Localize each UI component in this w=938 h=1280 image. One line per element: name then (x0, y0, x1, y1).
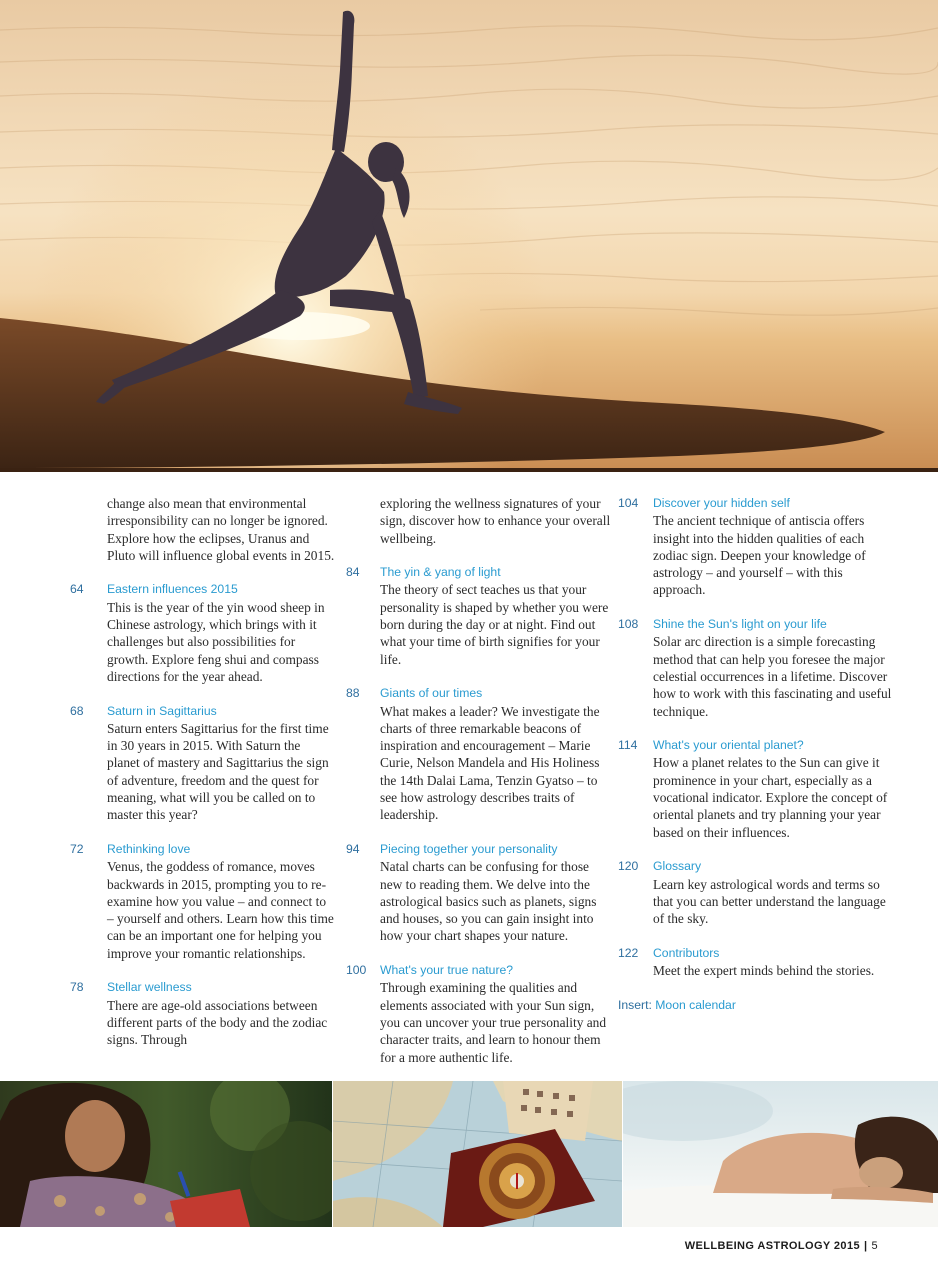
entry-page-number: 68 (70, 703, 84, 718)
entry-title[interactable]: Rethinking love (107, 841, 191, 856)
insert-note[interactable] (618, 997, 898, 1014)
entry-page-number: 88 (346, 686, 360, 701)
entry-description: The ancient technique of antiscia offers insight into the hidden qualities of each zodiac sign. Deepen your knowledge of astrology – and yourself – with this approach. (653, 513, 866, 598)
insert-label: Insert: (618, 997, 652, 1012)
entry-description: The theory of sect teaches us that your personality is shaped by whether you were born during the day or at night. Find out what your time of birth signifies for your life. (380, 582, 609, 667)
entry-description: Meet the expert minds behind the stories. (653, 963, 875, 979)
entry-page-number: 100 (346, 963, 367, 978)
contents-entry[interactable] (618, 858, 898, 927)
entry-description: Through examining the qualities and elements associated with your Sun sign, you can uncover your true personality and character traits, and learn to honour them for a more authentic life. (380, 980, 607, 1065)
photo-compass-map (333, 1081, 622, 1227)
contents-entry[interactable] (618, 737, 898, 841)
page-footer (685, 1240, 878, 1252)
contents-entry[interactable] (618, 495, 898, 599)
contents-entry[interactable] (70, 841, 336, 962)
continued-paragraph: change also mean that environmental irresponsibility can no longer be ignored. Explore how the eclipses, Uranus and Pluto will influence global events in 2015. (107, 496, 335, 563)
contents-entry[interactable] (618, 945, 898, 980)
footer-separator: | (863, 1240, 868, 1252)
entry-description: How a planet relates to the Sun can give it prominence in your chart, especially as a vocational indicator. Explore the concept of oriental planets and try planning your year based on their influences. (653, 755, 888, 840)
entry-description: Solar arc direction is a simple forecasting method that can help you foresee the major celestial occurrences in a lifetime. Discover how to work with this fascinating and useful technique. (653, 634, 892, 719)
contents-entry[interactable] (70, 979, 336, 1048)
entry-page-number: 122 (618, 945, 639, 960)
entry-description: Learn key astrological words and terms so that you can better understand the language of the sky. (653, 876, 886, 927)
entry-description: There are age-old associations between different parts of the body and the zodiac signs. Through (107, 997, 328, 1048)
entry-title[interactable]: Contributors (653, 945, 720, 960)
contents-column-3 (618, 495, 898, 1014)
entry-title[interactable]: Piecing together your personality (380, 841, 558, 856)
contents-entry[interactable] (70, 703, 336, 824)
hero-photo-yoga-beach (0, 0, 938, 472)
entry-description: What makes a leader? We investigate the charts of three remarkable beacons of inspiration and encouragement – Marie Curie, Nelson Mandela and His Holiness the 14th Dalai Lama, Tenzin Gyatso – to see how astrology describes traits of leadership. (380, 703, 600, 823)
entry-description: Saturn enters Sagittarius for the first time in 30 years in 2015. With Saturn the planet of mastery and Sagittarius the sign of adventure, freedom and the quest for meaning, what will you be called on to master this year? (107, 720, 329, 823)
entry-page-number: 84 (346, 565, 360, 580)
entry-title[interactable]: What's your oriental planet? (653, 738, 804, 753)
insert-title[interactable]: Moon calendar (655, 997, 736, 1012)
entry-page-number: 78 (70, 980, 84, 995)
entry-title[interactable]: Eastern influences 2015 (107, 582, 238, 597)
entry-description: Natal charts can be confusing for those new to reading them. We delve into the astrological basics such as planets, signs and houses, so you can gain insight into how your chart shapes your nature. (380, 859, 597, 944)
contents-entry[interactable] (346, 841, 612, 945)
entry-page-number: 104 (618, 496, 639, 510)
entry-title[interactable]: Glossary (653, 859, 702, 874)
entry-title[interactable]: Giants of our times (380, 686, 483, 701)
contents-column-2 (346, 495, 612, 1083)
continued-paragraph: exploring the wellness signatures of your sign, discover how to enhance your overall wellbeing. (380, 496, 611, 546)
entry-page-number: 64 (70, 582, 84, 597)
contents-entry[interactable] (346, 564, 612, 668)
contents-entry[interactable] (618, 616, 898, 720)
entry-page-number: 94 (346, 841, 360, 856)
entry-page-number: 114 (618, 738, 638, 753)
photo-woman-relaxing (623, 1081, 938, 1227)
entry-description: Venus, the goddess of romance, moves backwards in 2015, prompting you to re-examine how you value – and connect to – yourself and others. Learn how this time can be an important one for helping you improve your romantic relationships. (107, 859, 334, 961)
entry-page-number: 108 (618, 617, 639, 632)
contents-column-1 (70, 495, 336, 1066)
contents-entry[interactable] (346, 685, 612, 823)
entry-title[interactable]: Shine the Sun's light on your life (653, 617, 827, 632)
contents-entry[interactable] (70, 581, 336, 685)
entry-page-number: 72 (70, 841, 84, 856)
entry-title[interactable]: The yin & yang of light (380, 565, 501, 580)
entry-page-number: 120 (618, 859, 639, 874)
page-number: 5 (871, 1240, 878, 1252)
entry-title[interactable]: Stellar wellness (107, 980, 192, 995)
entry-description: This is the year of the yin wood sheep in Chinese astrology, which brings with it challenges but also possibilities for growth. Explore feng shui and compass directions for the year ahead. (107, 599, 325, 684)
photo-woman-writing (0, 1081, 332, 1227)
contents-entry[interactable] (346, 962, 612, 1066)
publication-title: WELLBEING ASTROLOGY 2015 (684, 1240, 860, 1252)
entry-title[interactable]: What's your true nature? (380, 963, 514, 978)
entry-title[interactable]: Discover your hidden self (653, 496, 790, 510)
entry-title[interactable]: Saturn in Sagittarius (107, 703, 217, 718)
